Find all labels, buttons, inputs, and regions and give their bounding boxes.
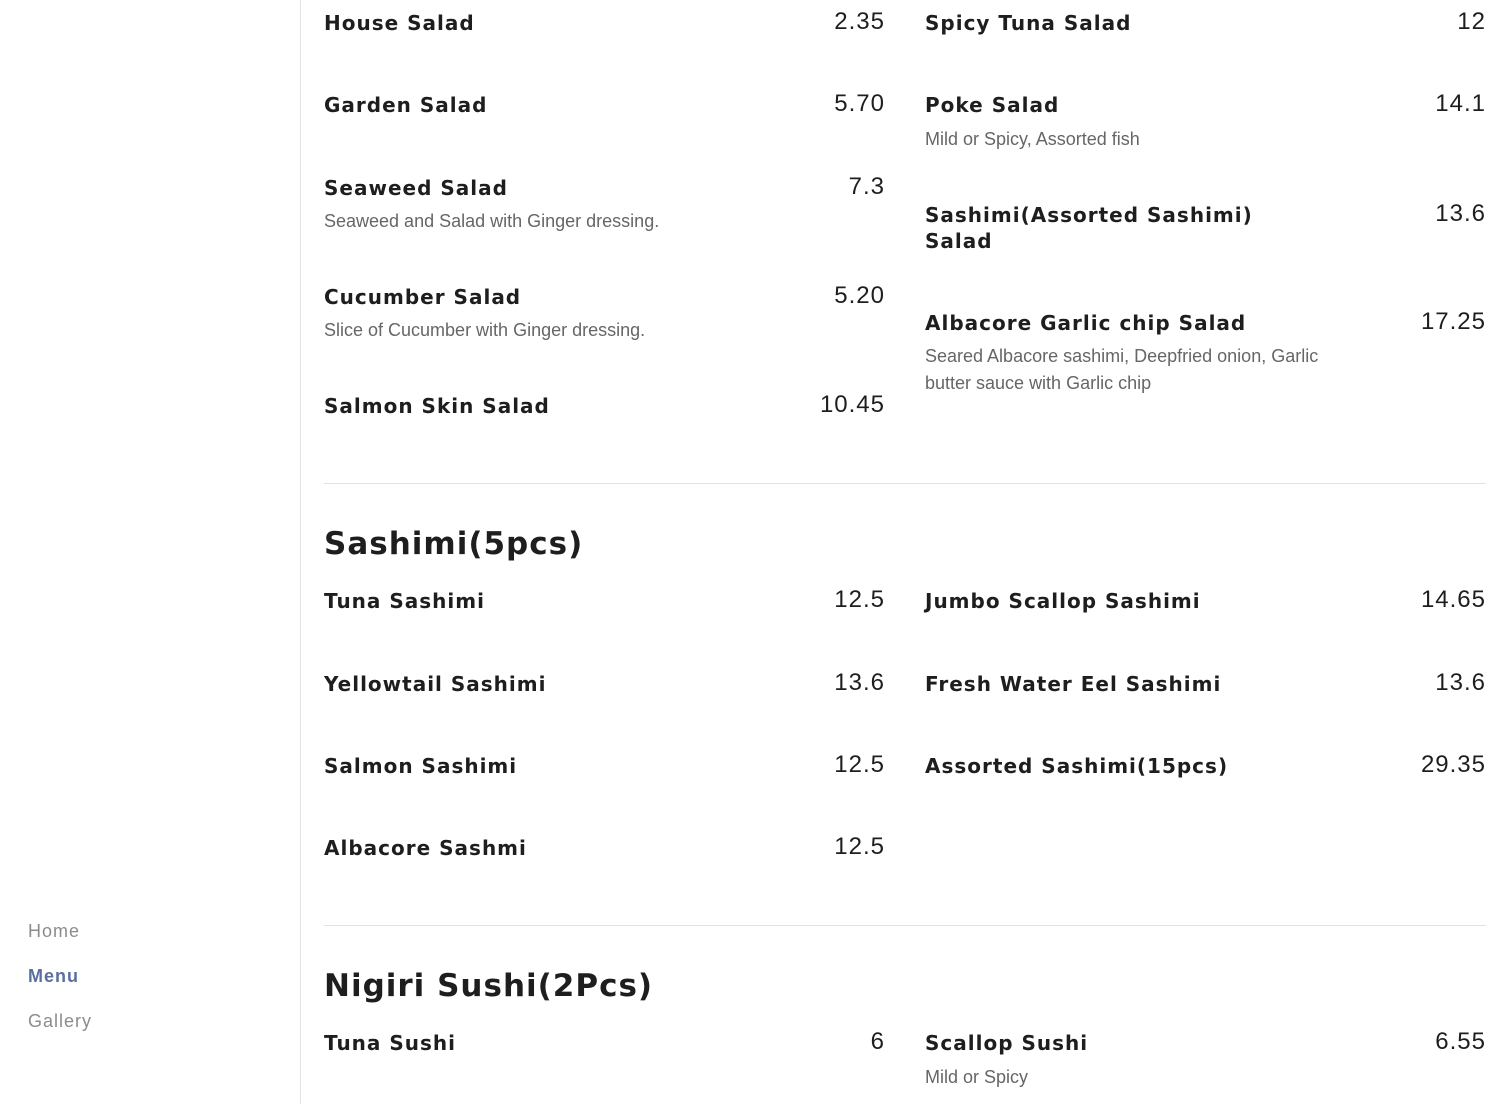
item-name: Scallop Sushi [925, 1031, 1089, 1055]
item-name: Cucumber Salad [324, 285, 522, 309]
item-name: Garden Salad [324, 93, 488, 117]
item-name: Seaweed Salad [324, 176, 508, 200]
item-price: 6 [870, 1028, 885, 1055]
nav-item-menu[interactable]: Menu [28, 966, 79, 986]
section-title-sashimi: Sashimi(5pcs) [324, 526, 584, 562]
item-price: 12.5 [834, 833, 885, 860]
nav-menu [28, 918, 92, 1053]
item-name: Yellowtail Sashimi [324, 672, 547, 696]
item-price: 12.5 [834, 586, 885, 613]
item-name: Poke Salad [925, 93, 1060, 117]
item-price: 14.1 [1435, 90, 1486, 117]
item-price: 17.25 [1420, 308, 1486, 335]
section-divider [324, 483, 1486, 484]
item-name: Tuna Sushi [324, 1031, 457, 1055]
item-price: 2.35 [834, 8, 885, 35]
nav-item-gallery[interactable]: Gallery [28, 1011, 93, 1031]
item-name: Fresh Water Eel Sashimi [925, 672, 1222, 696]
item-description: Mild or Spicy [925, 1067, 1029, 1087]
nav-item-home[interactable]: Home [28, 921, 81, 941]
item-price: 7.3 [848, 173, 885, 200]
item-name: Albacore Garlic chip Salad [925, 311, 1247, 335]
menu-content [324, 0, 1486, 1104]
sidebar [0, 0, 301, 1104]
item-name: Albacore Sashmi [324, 836, 527, 860]
item-name: Jumbo Scallop Sashimi [925, 589, 1201, 613]
item-price: 5.70 [834, 90, 885, 117]
section-divider [324, 925, 1486, 926]
item-price: 13.6 [1435, 200, 1486, 227]
section-title-nigiri: Nigiri Sushi(2Pcs) [324, 968, 654, 1004]
item-price: 6.55 [1435, 1028, 1486, 1055]
item-name: Salmon Skin Salad [324, 394, 550, 418]
item-description: Seared Albacore sashimi, Deepfried onion, Garlic butter sauce with Garlic chip [925, 346, 1319, 393]
item-description: Seaweed and Salad with Ginger dressing. [324, 211, 660, 231]
item-description: Slice of Cucumber with Ginger dressing. [324, 320, 646, 340]
item-price: 13.6 [1435, 669, 1486, 696]
item-price: 13.6 [834, 669, 885, 696]
item-price: 29.35 [1420, 751, 1486, 778]
item-price: 10.45 [819, 391, 885, 418]
item-name: Assorted Sashimi(15pcs) [925, 754, 1229, 778]
item-name: Sashimi(Assorted Sashimi) Salad [925, 203, 1253, 253]
item-price: 12.5 [834, 751, 885, 778]
item-price: 12 [1457, 8, 1486, 35]
item-description: Mild or Spicy, Assorted fish [925, 129, 1140, 149]
item-name: Tuna Sashimi [324, 589, 485, 613]
item-name: Salmon Sashimi [324, 754, 518, 778]
item-price: 14.65 [1420, 586, 1486, 613]
item-name: House Salad [324, 11, 475, 35]
item-name: Spicy Tuna Salad [925, 11, 1132, 35]
item-price: 5.20 [834, 282, 885, 309]
